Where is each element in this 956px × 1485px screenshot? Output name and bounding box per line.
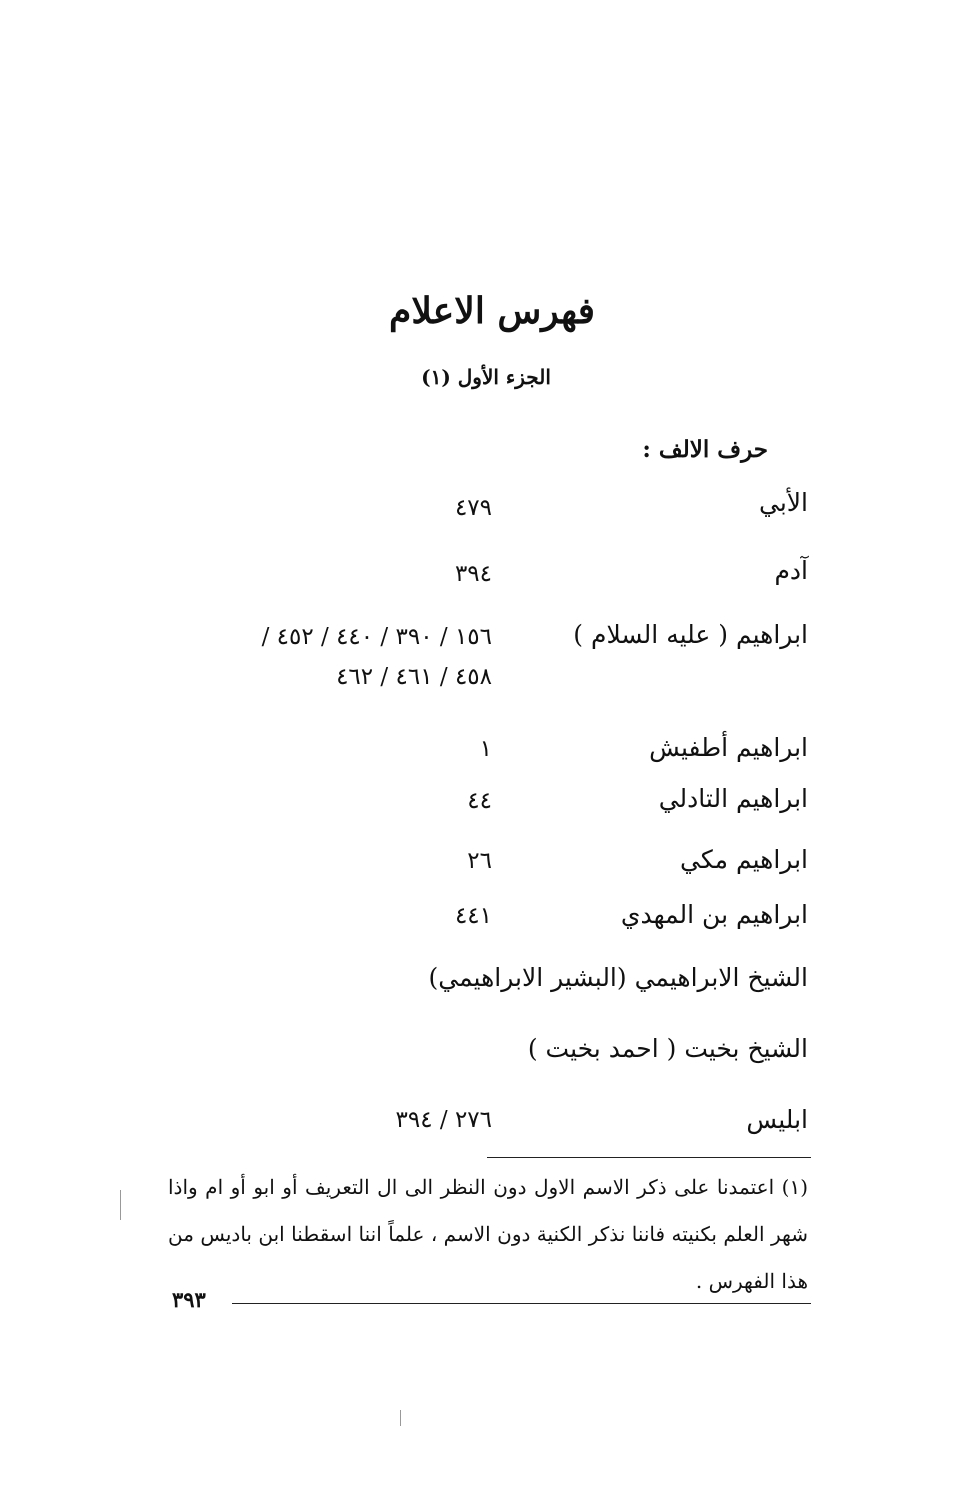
- entry-name: ابليس: [746, 1105, 808, 1134]
- section-heading: حرف الالف :: [642, 436, 768, 463]
- entry-pages-continued: ٤٥٨ / ٤٦١ / ٤٦٢: [336, 664, 492, 690]
- entry-name: ابراهيم بن المهدي: [620, 900, 808, 929]
- entry-pages: ١: [479, 736, 492, 762]
- entry-pages: ٤٤١: [454, 903, 492, 929]
- entry-name: ابراهيم التادلي: [658, 784, 808, 813]
- entry-cross-reference: الشيخ الابراهيمي (البشير الابراهيمي): [428, 963, 808, 992]
- entry-pages: ٢٦: [467, 848, 492, 874]
- entry-name: الأبي: [759, 488, 808, 517]
- footnote-separator: [487, 1157, 811, 1158]
- entry-pages: ٣٩٤: [454, 561, 492, 587]
- scan-mark: [400, 1410, 401, 1426]
- entry-cross-reference: الشيخ بخيت ( احمد بخيت ): [527, 1034, 808, 1063]
- entry-pages: ٤٤: [467, 788, 492, 814]
- page-bottom-rule: [232, 1303, 811, 1304]
- entry-name: ابراهيم ( عليه السلام ): [573, 620, 808, 649]
- scan-mark: [120, 1190, 121, 1220]
- page-title: فهرس الاعلام: [389, 290, 595, 332]
- entry-name: ابراهيم مكي: [680, 845, 808, 874]
- entry-pages: ٤٧٩: [454, 495, 492, 521]
- entry-pages: ٢٧٦ / ٣٩٤: [395, 1107, 492, 1133]
- entry-name: ابراهيم أطفيش: [649, 733, 808, 762]
- footnote: (١) اعتمدنا على ذكر الاسم الاول دون النظر الى ال التعريف أو ابو أو ام واذا شهر العلم بكنيته فاننا نذكر الكنية دون الاسم ، علماً اننا اسقطنا ابن باديس من هذا الفهرس .: [168, 1175, 808, 1293]
- entry-name: آدم: [774, 556, 808, 585]
- entry-pages: ١٥٦ / ٣٩٠ / ٤٤٠ / ٤٥٢ /: [261, 624, 492, 650]
- volume-subtitle: الجزء الأول (١): [421, 365, 551, 389]
- page-number: ٣٩٣: [172, 1287, 206, 1312]
